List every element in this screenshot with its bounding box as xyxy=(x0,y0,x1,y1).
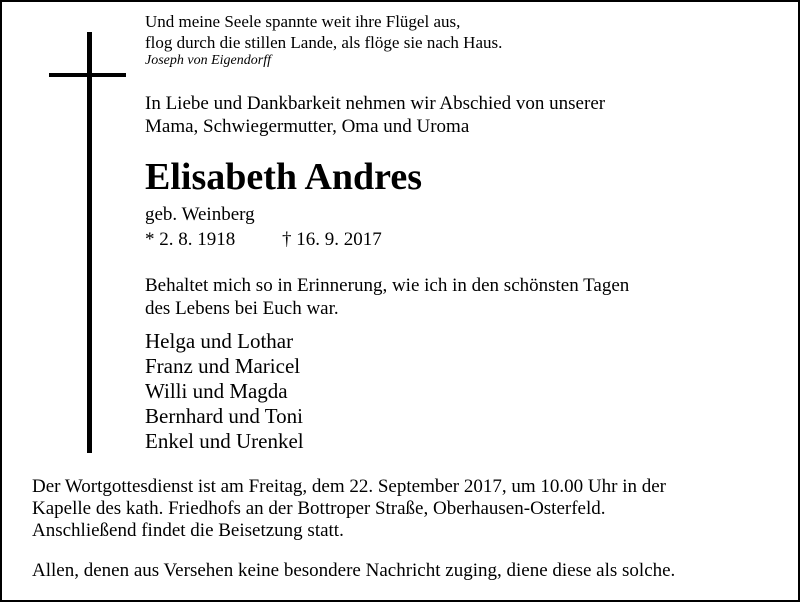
service-line-1: Der Wortgottesdienst ist am Freitag, dem 22. September 2017, um 10.00 Uhr in der xyxy=(32,476,666,497)
service-line-2: Kapelle des kath. Friedhofs an der Bottroper Straße, Oberhausen-Osterfeld. xyxy=(32,498,606,519)
family-member: Willi und Magda xyxy=(145,379,288,403)
cross-icon-vertical-bar xyxy=(87,32,92,453)
family-member: Franz und Maricel xyxy=(145,354,301,378)
memory-line-1: Behaltet mich so in Erinnerung, wie ich in den schönsten Tagen xyxy=(145,275,630,296)
cross-icon-horizontal-bar xyxy=(49,73,126,77)
memory-line-2: des Lebens bei Euch war. xyxy=(145,298,339,319)
maiden-name: geb. Weinberg xyxy=(145,204,255,225)
intro-line-1: In Liebe und Dankbarkeit nehmen wir Abschied von unserer xyxy=(145,93,606,114)
service-info xyxy=(32,476,666,542)
closing-note: Allen, denen aus Versehen keine besondere Nachricht zuging, diene diese als solche. xyxy=(32,560,676,581)
deceased-name: Elisabeth Andres xyxy=(145,156,422,198)
death-date: † 16. 9. 2017 xyxy=(282,229,382,250)
family-list xyxy=(145,329,304,454)
poem-quote xyxy=(145,11,502,53)
memory-quote xyxy=(145,274,629,320)
farewell-intro xyxy=(145,92,605,138)
poem-line-1: Und meine Seele spannte weit ihre Flügel aus, xyxy=(145,12,461,31)
poem-line-2: flog durch die stillen Lande, als flöge sie nach Haus. xyxy=(145,33,503,52)
intro-line-2: Mama, Schwiegermutter, Oma und Uroma xyxy=(145,116,470,137)
birth-date: * 2. 8. 1918 xyxy=(145,229,236,250)
poem-author: Joseph von Eigendorff xyxy=(145,53,271,68)
service-line-3: Anschließend findet die Beisetzung statt. xyxy=(32,520,344,541)
family-member: Enkel und Urenkel xyxy=(145,429,304,453)
family-member: Bernhard und Toni xyxy=(145,404,303,428)
family-member: Helga und Lothar xyxy=(145,329,294,353)
